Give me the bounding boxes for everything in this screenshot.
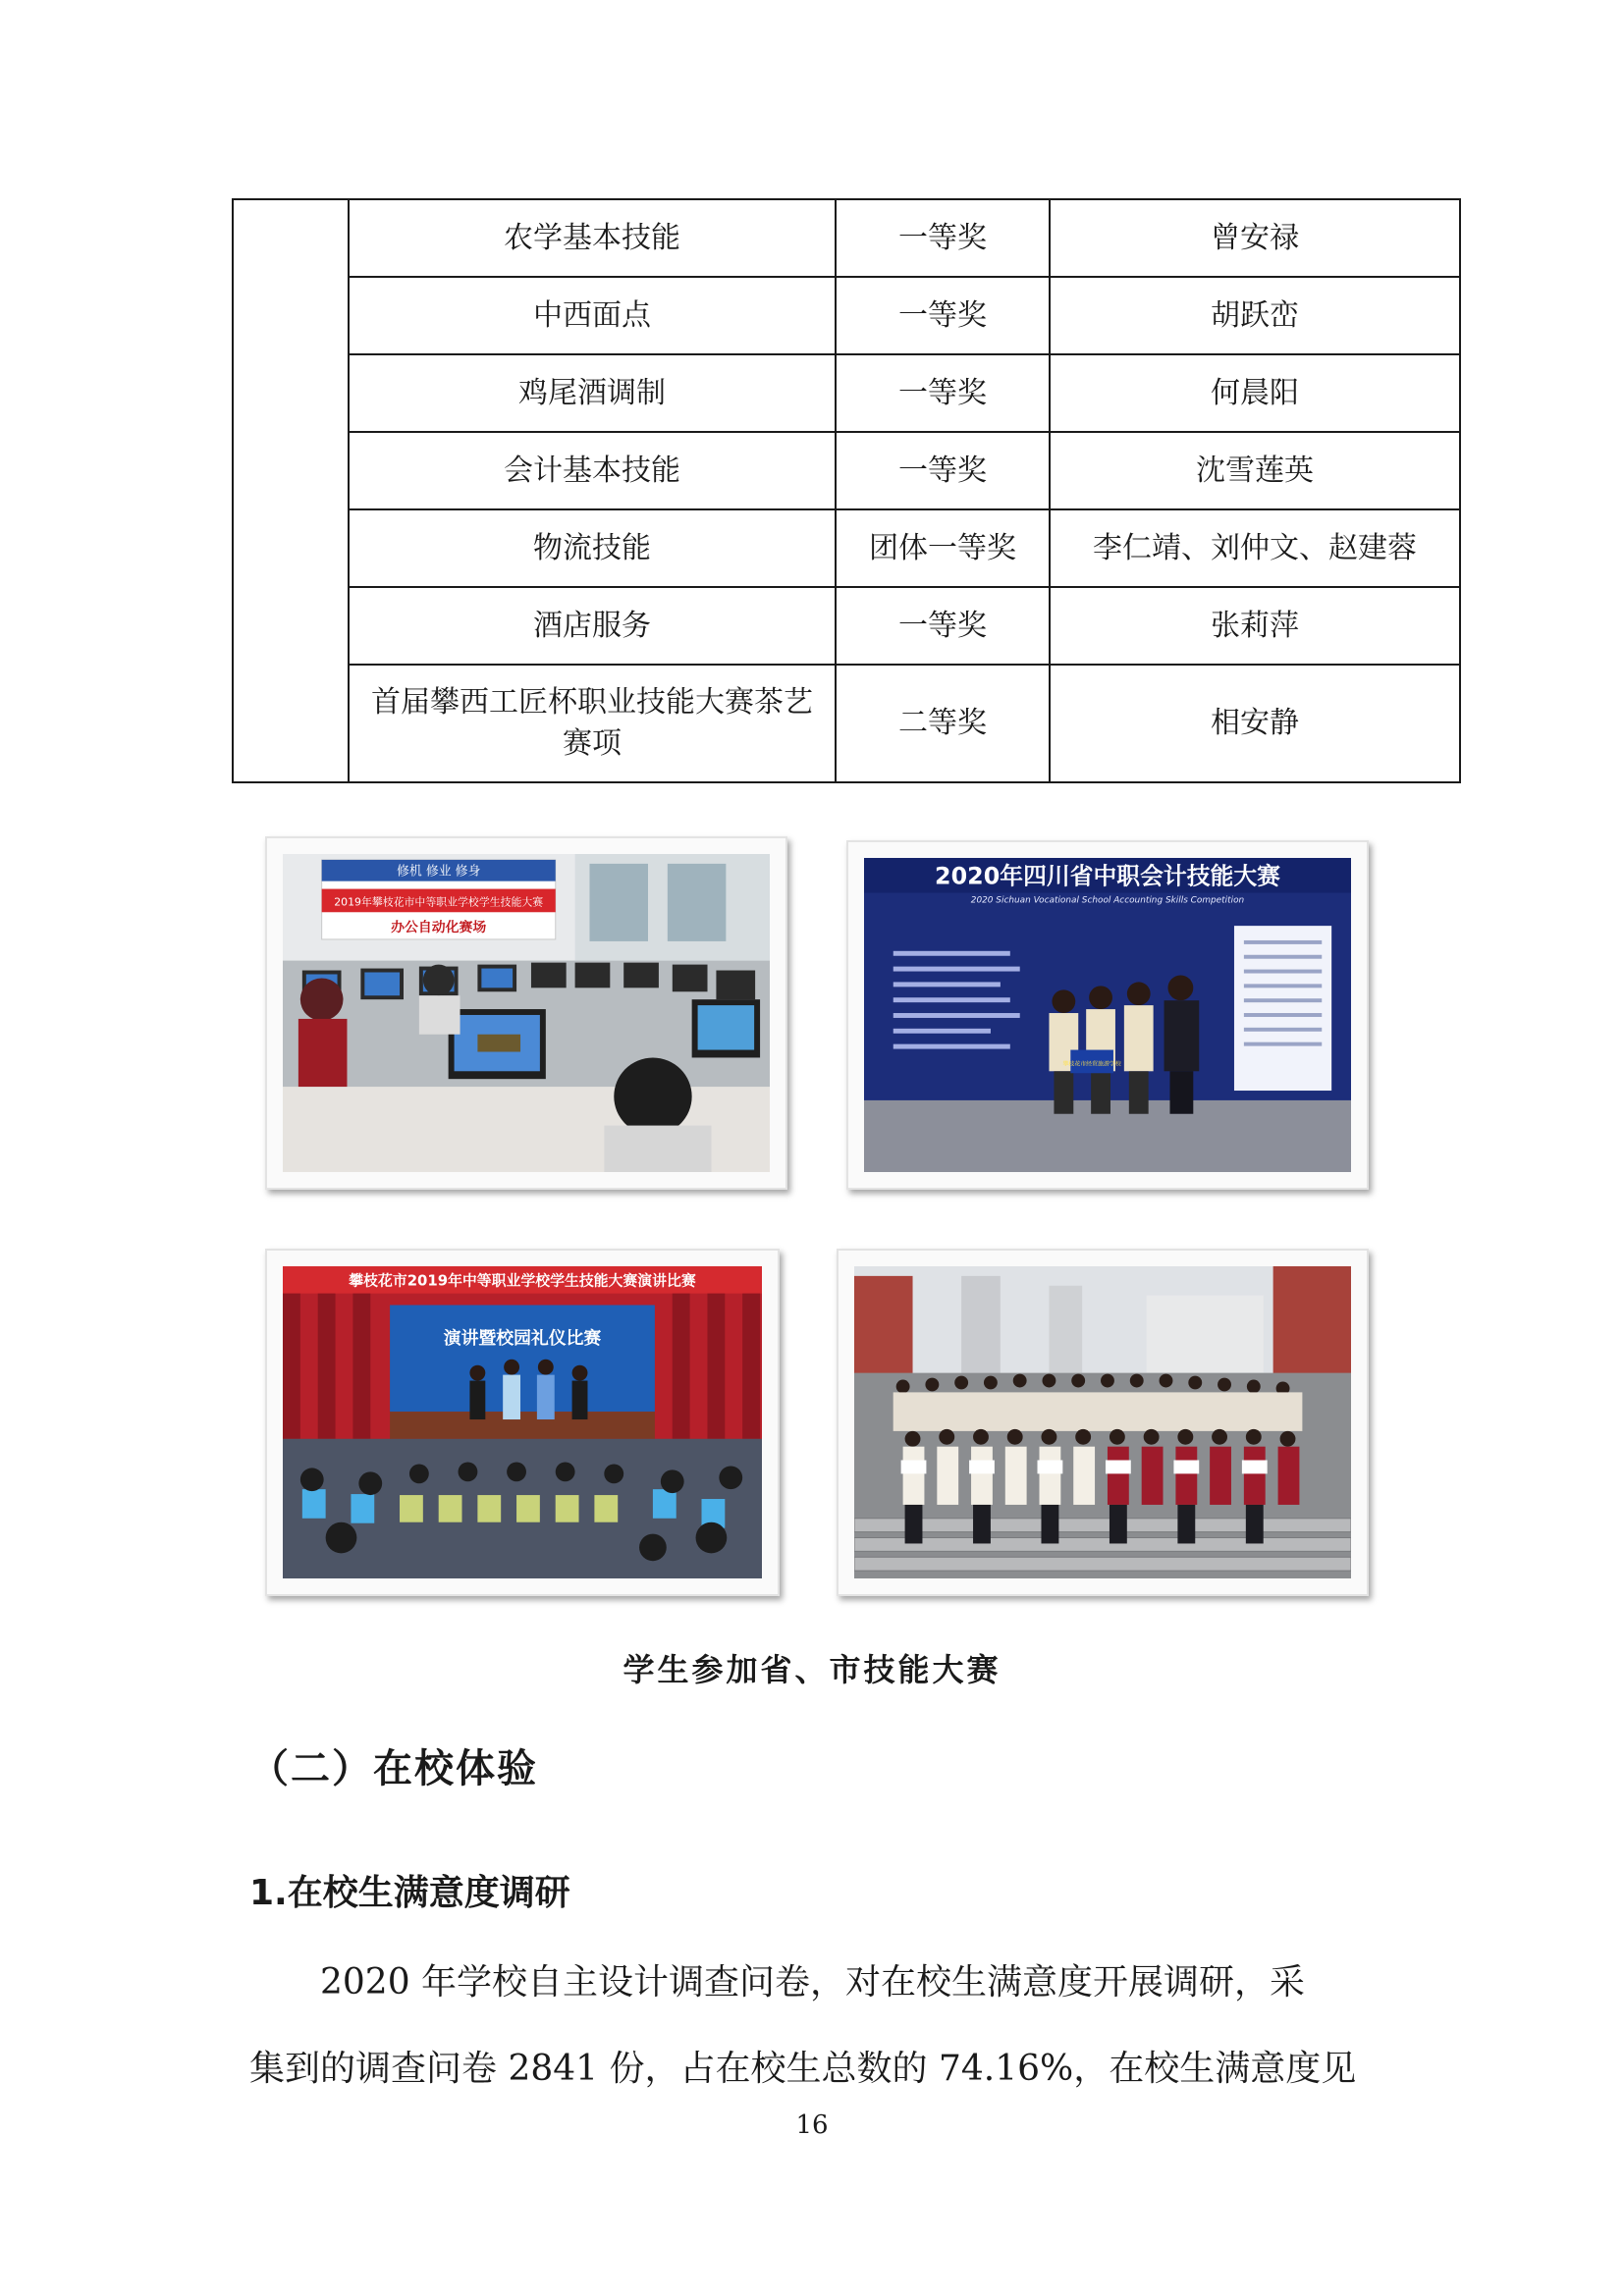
award-winner-cell: 何晨阳 bbox=[1050, 354, 1460, 432]
award-winner-cell: 胡跃峦 bbox=[1050, 277, 1460, 354]
photo-2-school-sign: 攀枝花市经贸旅游学校 bbox=[1062, 1060, 1121, 1068]
award-event-cell: 会计基本技能 bbox=[349, 432, 836, 509]
photo-1-banner-line3: 办公自动化赛场 bbox=[391, 920, 487, 936]
award-award-cell: 团体一等奖 bbox=[836, 509, 1050, 587]
photo-3-banner: 攀枝花市2019年中等职业学校学生技能大赛演讲比赛 bbox=[349, 1272, 696, 1290]
photo-4-image bbox=[854, 1266, 1351, 1578]
award-award-cell: 一等奖 bbox=[836, 277, 1050, 354]
photo-accounting-contest bbox=[846, 840, 1369, 1190]
award-winner-cell: 李仁靖、刘仲文、赵建蓉 bbox=[1050, 509, 1460, 587]
photo-caption: 学生参加省、市技能大赛 bbox=[623, 1651, 1001, 1688]
award-award-cell: 一等奖 bbox=[836, 199, 1050, 277]
photo-3-image bbox=[283, 1266, 762, 1578]
category-cell bbox=[233, 199, 349, 782]
award-row bbox=[233, 665, 1460, 782]
photo-2-title: 2020年四川省中职会计技能大赛 bbox=[935, 862, 1280, 890]
award-award-cell: 一等奖 bbox=[836, 432, 1050, 509]
award-row bbox=[233, 432, 1460, 509]
photo-2-subtitle: 2020 Sichuan Vocational School Accounting Skills Competition bbox=[970, 895, 1245, 906]
photo-1-image bbox=[283, 854, 770, 1172]
award-table-body bbox=[233, 199, 1460, 782]
award-event-cell: 鸡尾酒调制 bbox=[349, 354, 836, 432]
award-event-cell: 物流技能 bbox=[349, 509, 836, 587]
subsection-heading: 1.在校生满意度调研 bbox=[249, 1873, 570, 1913]
survey-paragraph bbox=[249, 1940, 1388, 2112]
award-award-cell: 一等奖 bbox=[836, 354, 1050, 432]
award-row bbox=[233, 509, 1460, 587]
photo-speech-contest bbox=[265, 1249, 780, 1596]
photo-1-banner-line1: 修机 修业 修身 bbox=[396, 864, 481, 880]
award-event-cell: 酒店服务 bbox=[349, 587, 836, 665]
award-winner-cell: 张莉萍 bbox=[1050, 587, 1460, 665]
award-award-cell: 二等奖 bbox=[836, 665, 1050, 782]
photo-group-students bbox=[837, 1249, 1369, 1596]
award-row bbox=[233, 354, 1460, 432]
photo-2-image bbox=[864, 858, 1351, 1172]
paragraph-line-2: 集到的调查问卷 2841 份，占在校生总数的 74.16%，在校生满意度见 bbox=[249, 2049, 1357, 2089]
award-row bbox=[233, 199, 1460, 277]
award-winner-cell: 相安静 bbox=[1050, 665, 1460, 782]
photo-1-banner-line2: 2019年攀枝花市中等职业学校学生技能大赛 bbox=[334, 895, 544, 909]
award-award-cell: 一等奖 bbox=[836, 587, 1050, 665]
photo-office-automation-contest bbox=[265, 836, 787, 1190]
award-winner-cell: 曾安禄 bbox=[1050, 199, 1460, 277]
award-table bbox=[232, 198, 1461, 783]
page-number: 16 bbox=[795, 2110, 829, 2140]
award-event-cell: 首届攀西工匠杯职业技能大赛茶艺赛项 bbox=[349, 665, 836, 782]
award-winner-cell: 沈雪莲英 bbox=[1050, 432, 1460, 509]
award-event-cell: 农学基本技能 bbox=[349, 199, 836, 277]
section-heading: （二）在校体验 bbox=[249, 1746, 538, 1791]
award-row bbox=[233, 587, 1460, 665]
photo-3-screen-title: 演讲暨校园礼仪比赛 bbox=[443, 1328, 602, 1349]
award-event-cell: 中西面点 bbox=[349, 277, 836, 354]
award-row bbox=[233, 277, 1460, 354]
paragraph-line-1: 2020 年学校自主设计调查问卷，对在校生满意度开展调研，采 bbox=[320, 1962, 1306, 2002]
